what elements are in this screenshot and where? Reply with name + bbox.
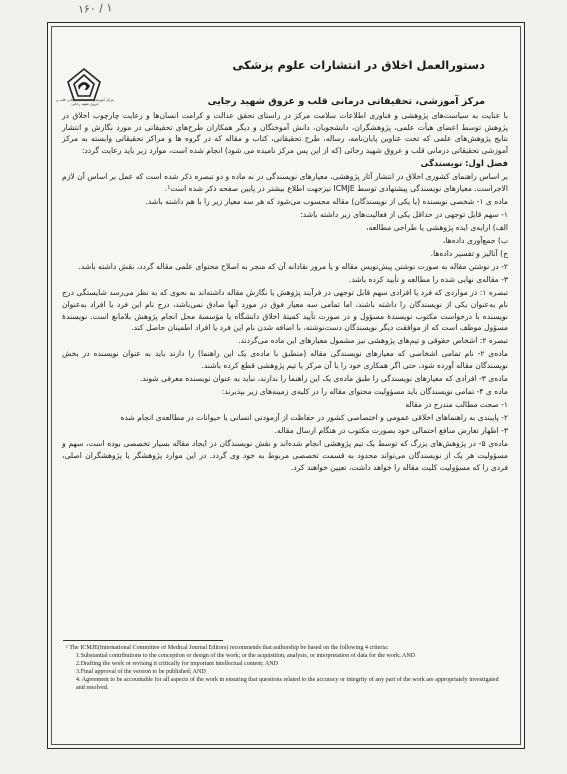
article-4: ماده ی ۴- تمامی نویسندگان باید مسؤولیت محتوای مقاله را در کلیه‌ی زمینه‌های زیر بپذیرند: bbox=[221, 387, 508, 397]
list-item: ب) جمع‌آوری داده‌ها، bbox=[442, 235, 508, 245]
list-item: ۲- در نوشتن مقاله به صورت نوشتن پیش‌نویس مقاله و یا مرور نقادانه آن که منجر به اصلاح محتوای علمی مقاله گردد، نقش داشته باشد. bbox=[78, 262, 508, 272]
list-item: الف) ارایه‌ی ایده پژوهشی یا طراحی مطالعه، bbox=[366, 222, 508, 232]
article-5: ماده‌ی ۵- در پژوهش‌های بزرگ که توسط یک تیم پژوهشی انجام شده‌اند و نقش نویسندگان در ایجاد مقاله بسیار تخصصی بوده است، سهم و مسؤولیت هر یک از نویسندگان می‌تواند محدود به قسمت تخصصی مربوط به خود وی گردد. در این موارد پژوهشگر یا پژوهشگران اصلی، فردی را که مسؤولیت کلیت مقاله را خواهد داشت، تعیین خواهند کرد. bbox=[62, 439, 508, 472]
document-title: دستورالعمل اخلاق در انتشارات علوم پزشکی bbox=[232, 58, 485, 72]
footnote-item: 3.Final approval of the version to be published; AND bbox=[76, 669, 206, 676]
article-3: ماده‌ی ۳- افرادی که معیارهای نویسندگی را طبق ماده‌ی یک این راهنما را ندارند، نباید به عنوان نویسنده معرفی شوند. bbox=[139, 373, 508, 383]
document-subtitle: مرکز آموزشی، تحقیقاتی درمانی قلب و عروق شهید رجایی bbox=[207, 96, 485, 107]
document-body bbox=[62, 110, 508, 475]
footnote-divider bbox=[63, 640, 223, 641]
article-2: ماده‌ی ۲- نام تمامی اشخاصی که معیارهای نویسندگی مقاله (منطبق با ماده‌ی یک این راهنما) را دارند باید به عنوان نویسنده در بخش نویسندگان مقاله آورده شود، حتی اگر همکاری خود را با آن مرکز یا تیم پژوهشی قطع کرده باشند. bbox=[62, 349, 508, 370]
footnote-item: 2.Drafting the work or revising it critically for important intellectual content; AND bbox=[76, 661, 279, 668]
footnote-item: 1.Substantial contributions to the conception or design of the work; or the acquisition, analysis, or interpretation of data for the work; AND bbox=[76, 653, 416, 660]
footnotes bbox=[66, 644, 506, 693]
intro-paragraph: با عنایت به سیاست‌های پژوهشی و فناوری اطلاعات سلامت مرکز در راستای تحقق عدالت و کرامت انسان‌ها و رعایت چارچوب اخلاق در پژوهش توسط اعضای هیأت علمی، پژوهشگران، دانشجویان، دانش آموختگان و دیگر همکاران طرح‌های تحقیقاتی در مورد نگارش و انتشار نتایج پژوهش‌های علمی که تحت عناوین پایان‌نامه، رساله، طرح تحقیقاتی، کتاب و مقاله که در گروه ها و مراکز تحقیقاتی وابسته به مرکز آموزشی تحقیقاتی درمانی قلب و عروق شهید رجائی (که از این پس مرکز نامیده می شود) انجام شده است، موارد زیر باید رعایت گردد: bbox=[62, 111, 508, 155]
note-1: تبصره ۱: در مواردی که فرد یا افرادی سهم قابل توجهی در فرآیند پژوهش یا نگارش مقاله داشته‌اند به نحوی که به نظر می‌رسد شایستگی درج نام به‌عنوان یکی از نویسندگان را داشته باشند، اما تمامی سه معیار فوق در مورد آنها صادق نمی‌باشد، درج نام این فرد یا افراد به‌عنوان نویسنده با درخواست مکتوب نویسندهٔ مسؤول و در صورت تأیید کمیتهٔ اخلاق دانشگاه یا مؤسسهٔ محل انجام پژوهش بلامانع است. نویسندهٔ مسؤول موظف است که از موافقت دیگر نویسندگان دست‌نوشته، با اضافه شدن نام این فرد یا افراد اطمینان حاصل کند. bbox=[62, 288, 508, 333]
handwritten-page-mark: ۱۶۰ / ۱ bbox=[77, 1, 113, 16]
list-item: ۱- صحت مطالب مندرج در مقاله bbox=[405, 400, 508, 410]
list-item: ۳- مقاله‌ی نهایی شده را مطالعه و تأیید کرده باشد. bbox=[348, 275, 508, 285]
footnote-item: 4. Agreement to be accountable for all aspects of the work in ensuring that questions related to the accuracy or integrity of any part of the work are appropriately investigated and resolved. bbox=[76, 677, 499, 692]
paragraph: بر اساس راهنمای کشوری اخلاق در انتشار آثار پژوهشی، معیارهای نویسندگی در نه ماده و دو تبصره ذکر شده است که عمل بر اساس آن لازم الاجراست. معیارهای نویسندگی پیشنهادی توسط ICMJE نیزجهت اطلاع بیشتر در پایین صفحه ذکر شده است¹. bbox=[62, 171, 508, 193]
list-item: ۱- سهم قابل توجهی در حداقل یکی از فعالیت‌های زیر داشته باشد: bbox=[300, 209, 508, 219]
logo-caption: مرکز آموزشی تحقیقاتی درمانی قلب و عروق شهید رجایی bbox=[56, 98, 114, 106]
list-item: ۳- اظهار تعارض منافع احتمالی خود بصورت مکتوب در هنگام ارسال مقاله. bbox=[274, 426, 508, 436]
section-heading-authorship: فصل اول: نویسندگی bbox=[420, 157, 508, 168]
note-2: تبصره ۲: اشخاص حقوقی و تیم‌های پژوهشی نیز مشمول معیارهای این ماده می‌گردند. bbox=[238, 336, 508, 346]
article-1: ماده ی ۱- شخصی نویسنده (یا یکی از نویسندگان) مقاله محسوب می‌شود که هر سه معیار زیر را با هم داشته باشد. bbox=[145, 196, 508, 206]
footnote-intro: ¹ The ICMJE(International Committee of Medical Journal Editors) recommends that authorship be based on the following 4 criteria: bbox=[66, 645, 389, 651]
list-item: ج) آنالیز و تفسیر داده‌ها. bbox=[430, 249, 508, 259]
list-item: ۲- پایبندی به راهنماهای اخلاقی عمومی و اختصاصی کشور در حفاظت از آزمودنی انسانی یا حیوانات در مطالعه‌ی انجام شده bbox=[120, 413, 508, 423]
